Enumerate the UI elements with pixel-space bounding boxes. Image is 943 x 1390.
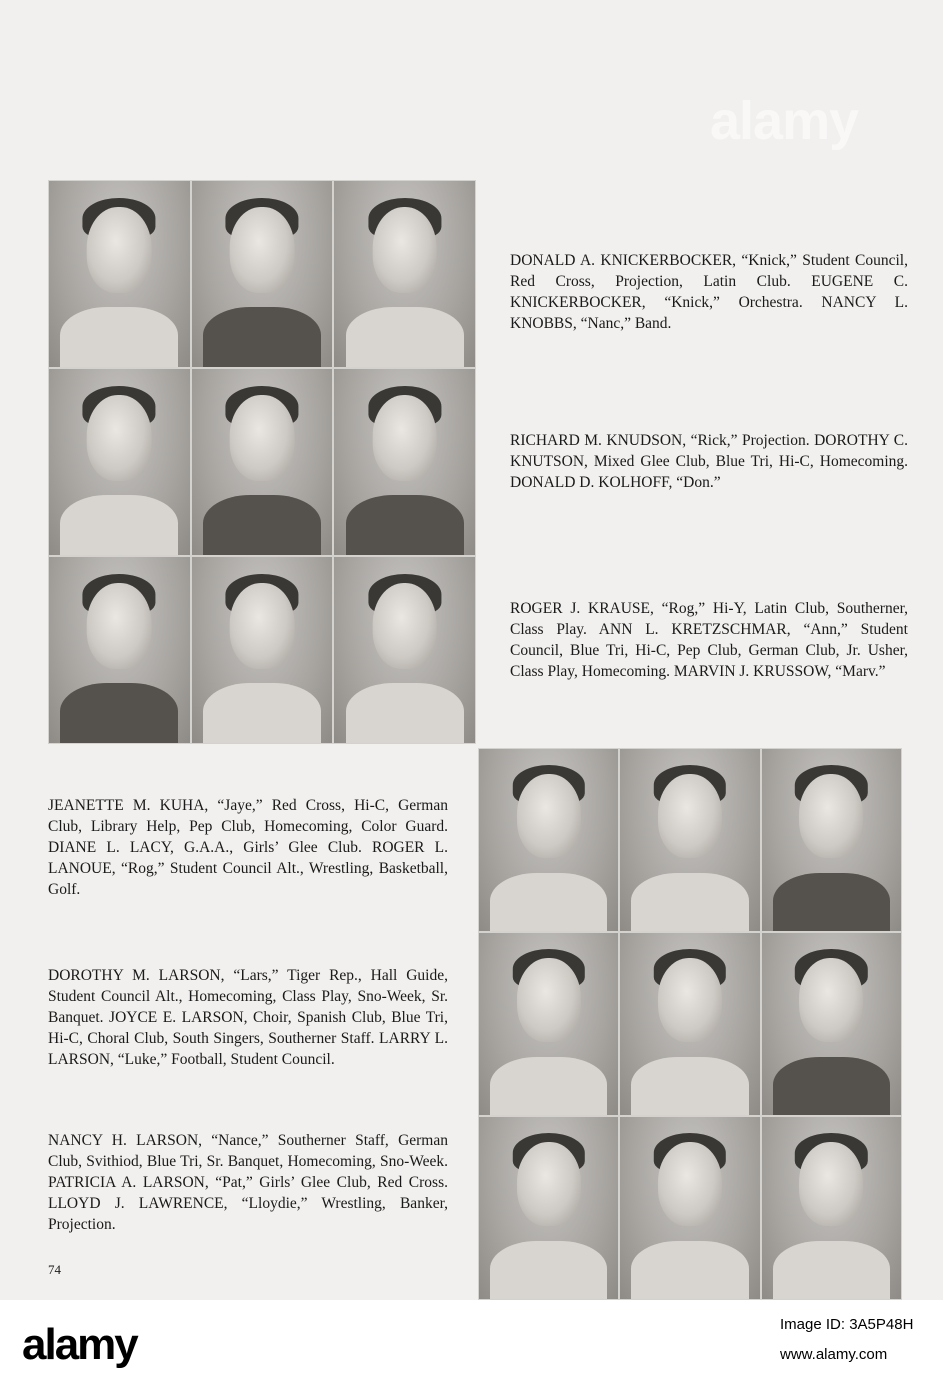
portrait-photo — [48, 556, 191, 744]
portrait-photo — [191, 368, 334, 556]
watermark-overlay: alamy — [710, 91, 859, 151]
portrait-photo — [478, 748, 619, 932]
page-number: 74 — [48, 1262, 61, 1277]
portrait-photo — [478, 1116, 619, 1300]
portrait-photo — [619, 1116, 760, 1300]
portrait-photo — [478, 932, 619, 1116]
portrait-photo — [48, 180, 191, 368]
portrait-photo — [761, 748, 902, 932]
portrait-photo — [761, 932, 902, 1116]
top-photo-grid — [48, 180, 476, 744]
portrait-photo — [761, 1116, 902, 1300]
site-url: www.alamy.com — [780, 1346, 888, 1363]
caption-row-1: DONALD A. KNICKERBOCKER, “Knick,” Student Council, Red Cross, Projection, Latin Club. EUGENE C. KNICKERBOCKER, “Knick,” Orchestra. NANCY L. KNOBBS, “Nanc,” Band. — [510, 252, 908, 332]
bottom-photo-grid — [478, 748, 902, 1300]
portrait-photo — [333, 368, 476, 556]
watermark-footer — [0, 1300, 943, 1390]
portrait-photo — [48, 368, 191, 556]
caption-row-4: JEANETTE M. KUHA, “Jaye,” Red Cross, Hi-C, German Club, Library Help, Pep Club, Homecoming, Color Guard. DIANE L. LACY, G.A.A., Girls’ Glee Club. ROGER L. LANOUE, “Rog,” Student Council Alt., Wrestling, Basketball, Golf. — [48, 797, 448, 898]
portrait-photo — [619, 932, 760, 1116]
caption-row-5: DOROTHY M. LARSON, “Lars,” Tiger Rep., Hall Guide, Student Council Alt., Homecoming, Class Play, Sno-Week, Sr. Banquet. JOYCE E. LARSON, Choir, Spanish Club, Blue Tri, Hi-C, Choral Club, South Singers, Southerner Staff. LARRY L. LARSON, “Luke,” Football, Student Council. — [48, 967, 448, 1068]
caption-row-3: ROGER J. KRAUSE, “Rog,” Hi-Y, Latin Club, Southerner, Class Play. ANN L. KRETZSCHMAR, “Ann,” Student Council, Blue Tri, Hi-C, Pep Club, German Club, Jr. Usher, Class Play, Homecoming. MARVIN J. KRUSSOW, “Marv.” — [510, 600, 908, 680]
caption-row-2: RICHARD M. KNUDSON, “Rick,” Projection. DOROTHY C. KNUTSON, Mixed Glee Club, Blue Tri, Hi-C, Homecoming. DONALD D. KOLHOFF, “Don.” — [510, 432, 908, 491]
alamy-logo: alamy — [22, 1320, 137, 1369]
portrait-photo — [619, 748, 760, 932]
image-id: Image ID: 3A5P48H — [780, 1316, 914, 1333]
caption-row-6: NANCY H. LARSON, “Nance,” Southerner Staff, German Club, Svithiod, Blue Tri, Sr. Banquet, Homecoming, Sno-Week. PATRICIA A. LARSON, “Pat,” Girls’ Glee Club, Red Cross. LLOYD J. LAWRENCE, “Lloydie,” Wrestling, Banker, Projection. — [48, 1132, 448, 1233]
portrait-photo — [333, 556, 476, 744]
portrait-photo — [333, 180, 476, 368]
portrait-photo — [191, 556, 334, 744]
portrait-photo — [191, 180, 334, 368]
